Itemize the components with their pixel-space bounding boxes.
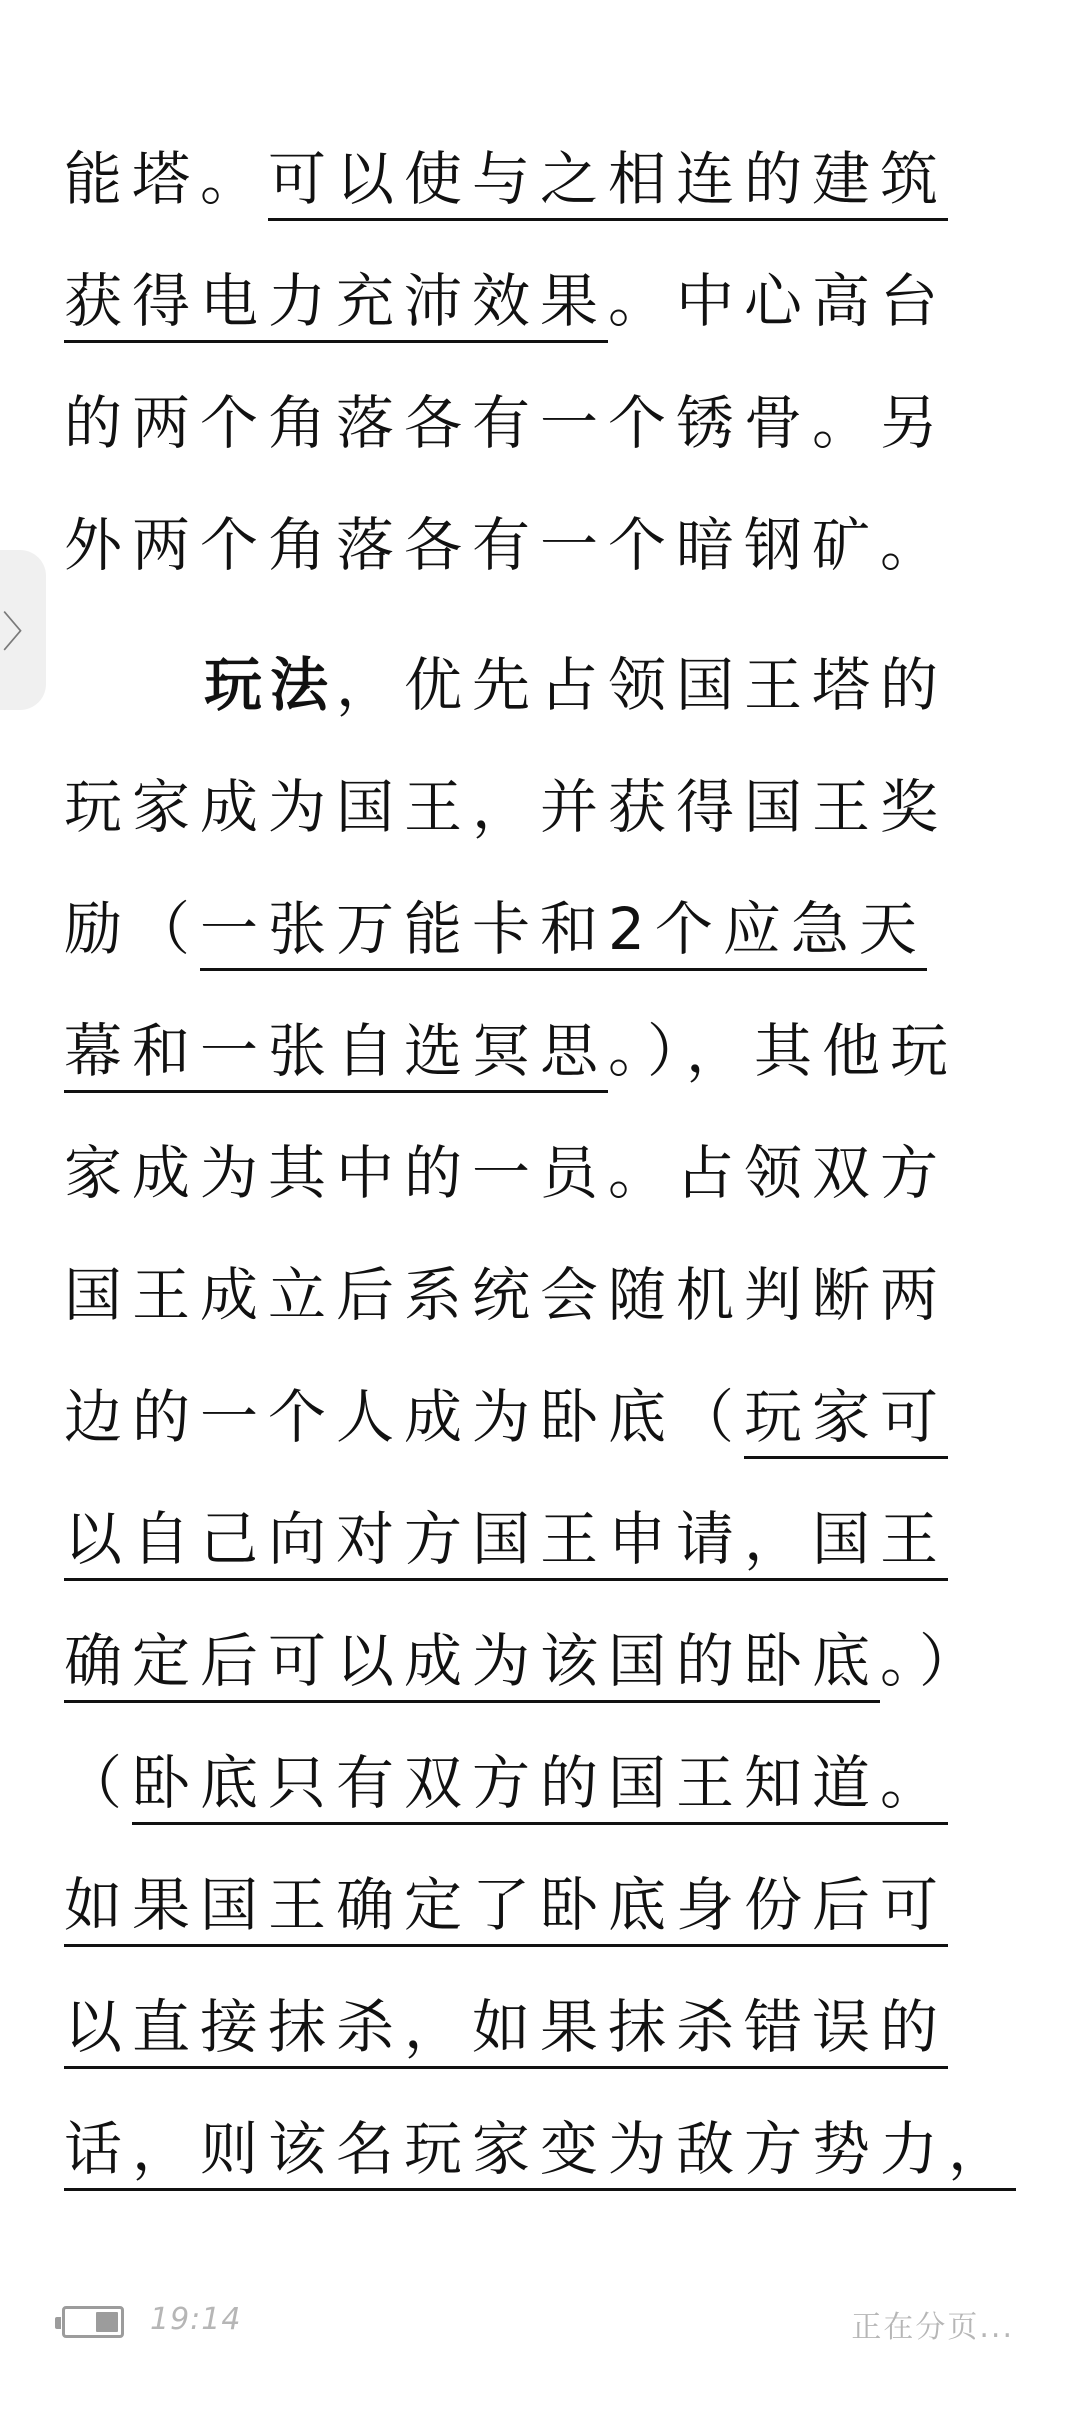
underlined-text-segment: 一张万能卡和2个应急天 [200,900,927,971]
reader-status-bar [0,2294,1080,2354]
text-segment: 家成为其中的一员。占领双方 [64,1139,949,1207]
clock-time: 19:14 [150,2302,242,2337]
text-line-3 [64,362,1016,484]
underlined-text-segment: 确定后可以成为该国的卧底 [64,1632,880,1703]
text-segment: 玩家成为国王，并获得国王奖 [64,773,949,841]
text-line-10 [64,1234,1016,1356]
text-segment: 能塔。 [64,145,269,213]
text-segment: 外两个角落各有一个暗钢矿。 [64,511,949,579]
text-line-17 [64,2088,1016,2210]
text-segment: 。） [880,1627,988,1695]
paragraph-start-line [64,624,1016,746]
underlined-text-segment: 可以使与之相连的建筑 [268,150,948,221]
battery-level-fill [96,2312,119,2332]
text-segment: 国王成立后系统会随机判断两 [64,1261,949,1329]
underlined-text-segment: 如果国王确定了卧底身份后可 [64,1876,948,1947]
underlined-text-segment: 玩家可 [744,1388,948,1459]
battery-icon [62,2306,124,2338]
text-line-12 [64,1478,1016,1600]
pagination-status: 正在分页... [851,2310,1014,2345]
text-line-2 [64,240,1016,362]
underlined-text-segment: 以直接抹杀，如果抹杀错误的 [64,1998,948,2069]
text-line-13 [64,1600,1016,1722]
text-line-4 [64,484,1016,606]
bold-heading-term: 玩法 [204,651,337,719]
text-line-15 [64,1844,1016,1966]
underlined-text-segment: 以自己向对方国王申请，国王 [64,1510,948,1581]
text-line-6 [64,746,1016,868]
text-segment: 。中心高台 [608,267,949,335]
text-line-11 [64,1356,1016,1478]
side-panel-handle[interactable] [0,550,46,710]
underlined-text-segment: 话，则该名玩家变为敌方势力， [64,2120,1016,2191]
text-segment: 。），其他玩 [608,1017,959,1085]
text-line-1 [64,118,1016,240]
text-segment: 的两个角落各有一个锈骨。另 [64,389,949,457]
chevron-right-icon: 〉 [1,608,44,657]
underlined-text-segment: 幕和一张自选冥思 [64,1022,608,1093]
text-segment: 边的一个人成为卧底（ [64,1383,745,1451]
text-line-16 [64,1966,1016,2088]
text-segment: ，优先占领国王塔的 [336,651,949,719]
text-segment: （ [64,1749,133,1817]
text-line-7 [64,868,1016,990]
underlined-text-segment: 获得电力充沛效果 [64,272,608,343]
text-segment: 励（ [64,895,201,963]
text-line-9 [64,1112,1016,1234]
underlined-text-segment: 卧底只有双方的国王知道。 [132,1754,948,1825]
reader-content[interactable] [64,118,1016,2210]
text-line-14 [64,1722,1016,1844]
text-line-8 [64,990,1016,1112]
